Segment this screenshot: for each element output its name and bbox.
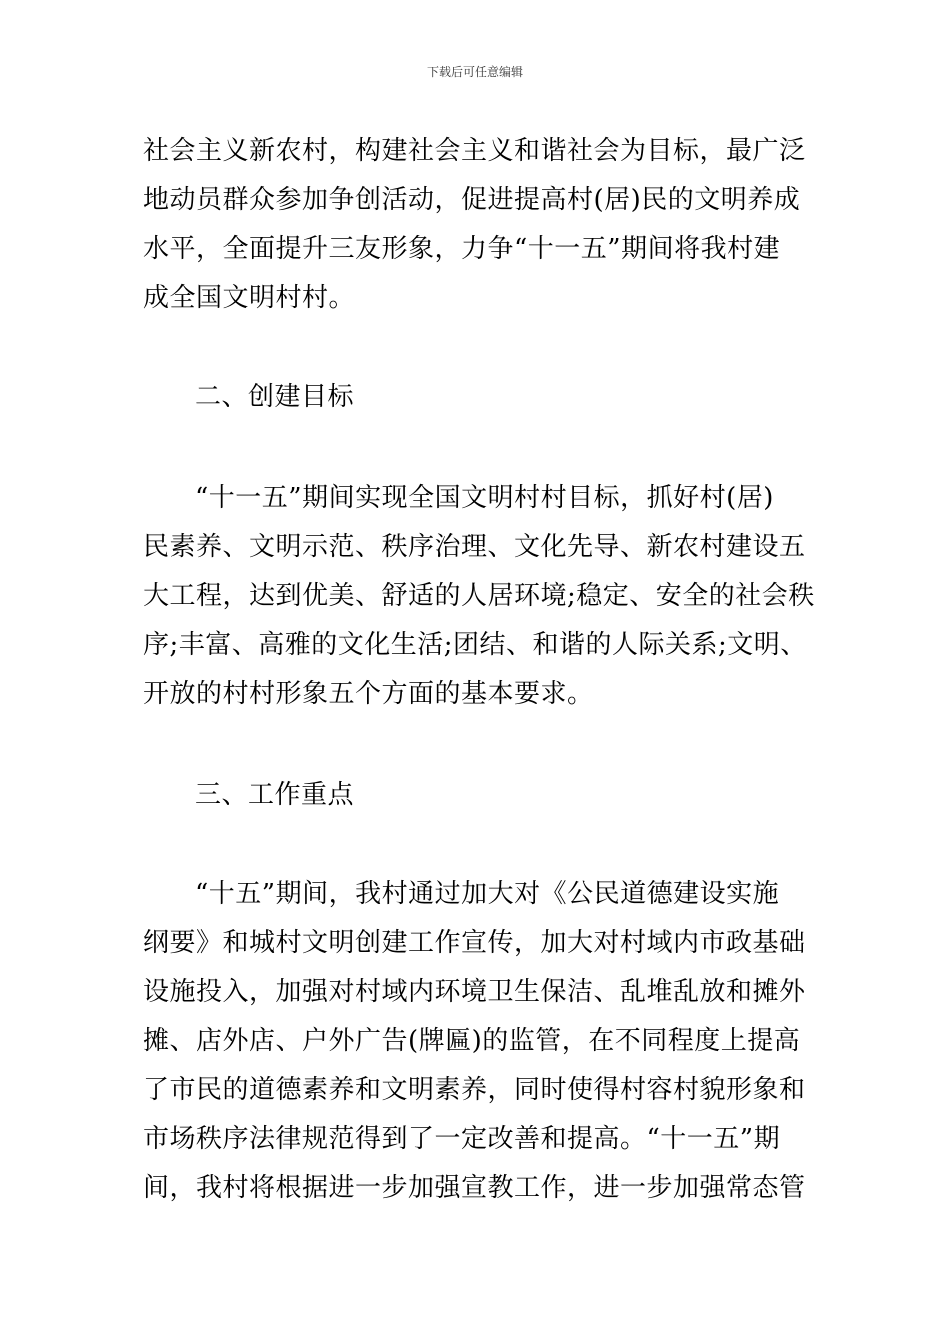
paragraph-2-line: “十一五”期间实现全国文明村村目标，抓好村(居) [195, 483, 774, 513]
paragraph-1-line: 地动员群众参加争创活动，促进提高村(居)民的文明养成 [143, 185, 801, 215]
paragraph-2-line: 大工程，达到优美、舒适的人居环境;稳定、安全的社会秩 [143, 581, 815, 611]
section-heading-work-focus: 三、工作重点 [195, 780, 355, 810]
paragraph-3-line: “十五”期间，我村通过加大对《公民道德建设实施 [195, 879, 780, 909]
paragraph-3-line: 摊、店外店、户外广告(牌匾)的监管，在不同程度上提高 [143, 1026, 801, 1056]
paragraph-2-line: 民素养、文明示范、秩序治理、文化先导、新农村建设五 [143, 532, 806, 562]
paragraph-1-line: 社会主义新农村，构建社会主义和谐社会为目标，最广泛 [143, 136, 806, 166]
paragraph-1-line: 成全国文明村村。 [143, 283, 356, 313]
section-heading-goals: 二、创建目标 [195, 382, 355, 412]
page-header-note: 下载后可任意编辑 [426, 65, 523, 79]
paragraph-3-line: 间，我村将根据进一步加强宣教工作，进一步加强常态管 [143, 1173, 806, 1203]
paragraph-1-line: 水平，全面提升三友形象，力争“十一五”期间将我村建 [143, 234, 781, 264]
paragraph-3-line: 市场秩序法律规范得到了一定改善和提高。“十一五”期 [143, 1124, 781, 1154]
paragraph-3-line: 设施投入，加强对村域内环境卫生保洁、乱堆乱放和摊外 [143, 977, 806, 1007]
paragraph-3-line: 纲要》和城村文明创建工作宣传，加大对村域内市政基础 [143, 928, 806, 958]
paragraph-3-line: 了市民的道德素养和文明素养，同时使得村容村貌形象和 [143, 1075, 806, 1105]
paragraph-2-line: 开放的村村形象五个方面的基本要求。 [143, 679, 594, 709]
paragraph-2-line: 序;丰富、高雅的文化生活;团结、和谐的人际关系;文明、 [143, 630, 807, 660]
